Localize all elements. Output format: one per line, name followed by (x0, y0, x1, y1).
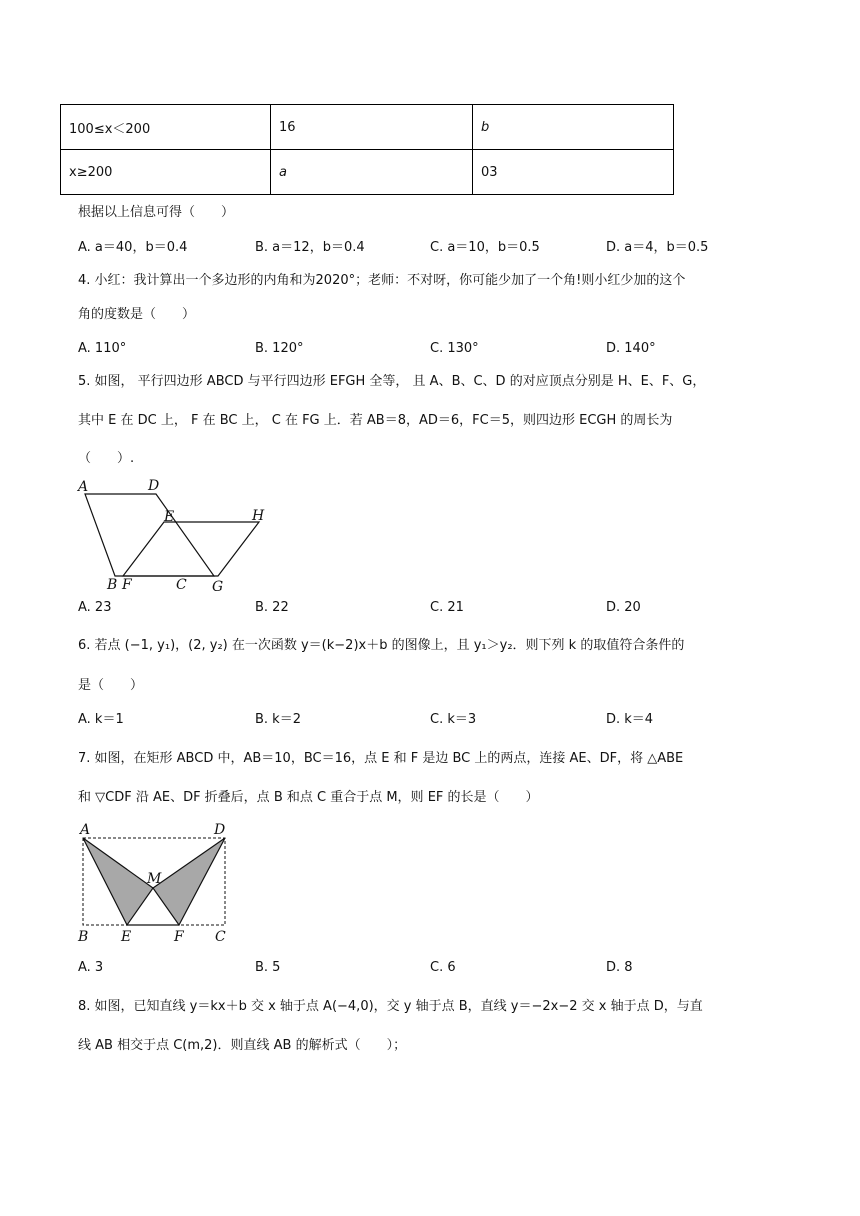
label-f: F (122, 577, 132, 593)
option-c: C. 130° (430, 341, 479, 356)
option-c: C. 6 (430, 960, 456, 975)
q4-line-1: 4. 小红：我计算出一个多边形的内角和为2020°；老师：不对呀，你可能少加了一个角!则小红少加的这个 (78, 273, 686, 288)
q5-line-2: 其中 E 在 DC 上， F 在 BC 上， C 在 FG 上．若 AB＝8，AD＝6，FC＝5，则四边形 ECGH 的周长为 (78, 413, 673, 428)
q8-line-2: 线 AB 相交于点 C(m,2)．则直线 AB 的解析式（ ）； (78, 1038, 407, 1053)
table-cell: b (473, 105, 674, 150)
q6-options (78, 711, 798, 729)
q8-line-1: 8. 如图，已知直线 y＝kx＋b 交 x 轴于点 A(−4,0)，交 y 轴于点 B，直线 y＝−2x−2 交 x 轴于点 D，与直 (78, 999, 703, 1014)
option-b: B. 5 (255, 960, 281, 975)
q5-options (78, 599, 798, 617)
label-b: B (107, 577, 118, 593)
label-e: E (121, 929, 132, 945)
label-d: D (214, 822, 226, 838)
option-a: A. 23 (78, 600, 112, 615)
option-a: A. 110° (78, 341, 127, 356)
option-a: A. k＝1 (78, 712, 124, 727)
label-d: D (148, 478, 160, 494)
label-g: G (212, 579, 224, 595)
option-b: B. a＝12，b＝0.4 (255, 240, 365, 255)
table-row (61, 105, 674, 150)
folded-triangle-dcf (153, 838, 225, 925)
q5-line-3: （ ）. (78, 451, 135, 466)
frequency-table (60, 104, 674, 195)
option-d: D. 20 (606, 600, 641, 615)
table-cell: x≥200 (61, 150, 271, 195)
folded-triangle-abe (83, 838, 153, 925)
option-d: D. 8 (606, 960, 633, 975)
q7-line-2: 和 ▽CDF 沿 AE、DF 折叠后，点 B 和点 C 重合于点 M，则 EF 的长是（ ） (78, 790, 539, 805)
option-c: C. k＝3 (430, 712, 477, 727)
q3-stem: 根据以上信息可得（ ） (78, 205, 235, 220)
label-a: A (78, 479, 89, 495)
q5-line-1: 5. 如图， 平行四边形 ABCD 与平行四边形 EFGH 全等， 且 A、B、C、D 的对应顶点分别是 H、E、F、G， (78, 374, 706, 389)
q7-options (78, 959, 798, 977)
label-f: F (174, 929, 184, 945)
table-cell: 03 (473, 150, 674, 195)
option-b: B. 120° (255, 341, 304, 356)
parallelogram-efgh (123, 522, 259, 576)
option-c: C. a＝10，b＝0.5 (430, 240, 540, 255)
option-a: A. 3 (78, 960, 104, 975)
label-h: H (252, 508, 265, 524)
table-row (61, 150, 674, 195)
option-d: D. k＝4 (606, 712, 654, 727)
option-d: D. 140° (606, 341, 656, 356)
table-cell: 100≤x＜200 (61, 105, 271, 150)
label-e: E (164, 509, 175, 525)
q4-options (78, 340, 798, 358)
option-c: C. 21 (430, 600, 464, 615)
q7-line-1: 7. 如图，在矩形 ABCD 中，AB＝10，BC＝16，点 E 和 F 是边 BC 上的两点，连接 AE、DF，将 △ABE (78, 751, 684, 766)
option-b: B. 22 (255, 600, 289, 615)
label-c: C (215, 929, 226, 945)
table-cell: a (271, 150, 473, 195)
label-m: M (147, 871, 162, 887)
label-c: C (176, 577, 187, 593)
q6-line-1: 6. 若点 (−1, y₁)，(2, y₂) 在一次函数 y＝(k−2)x＋b 的图像上，且 y₁＞y₂．则下列 k 的取值符合条件的 (78, 638, 685, 653)
parallelogram-figure (72, 474, 282, 596)
parallelogram-abcd (85, 494, 214, 576)
rectangle-fold-figure (72, 818, 237, 946)
option-a: A. a＝40，b＝0.4 (78, 240, 188, 255)
q3-options (78, 239, 798, 257)
label-b: B (78, 929, 89, 945)
option-b: B. k＝2 (255, 712, 301, 727)
option-d: D. a＝4，b＝0.5 (606, 240, 709, 255)
q6-line-2: 是（ ） (78, 678, 144, 693)
table-cell: 16 (271, 105, 473, 150)
label-a: A (80, 822, 91, 838)
q4-line-2: 角的度数是（ ） (78, 307, 196, 322)
